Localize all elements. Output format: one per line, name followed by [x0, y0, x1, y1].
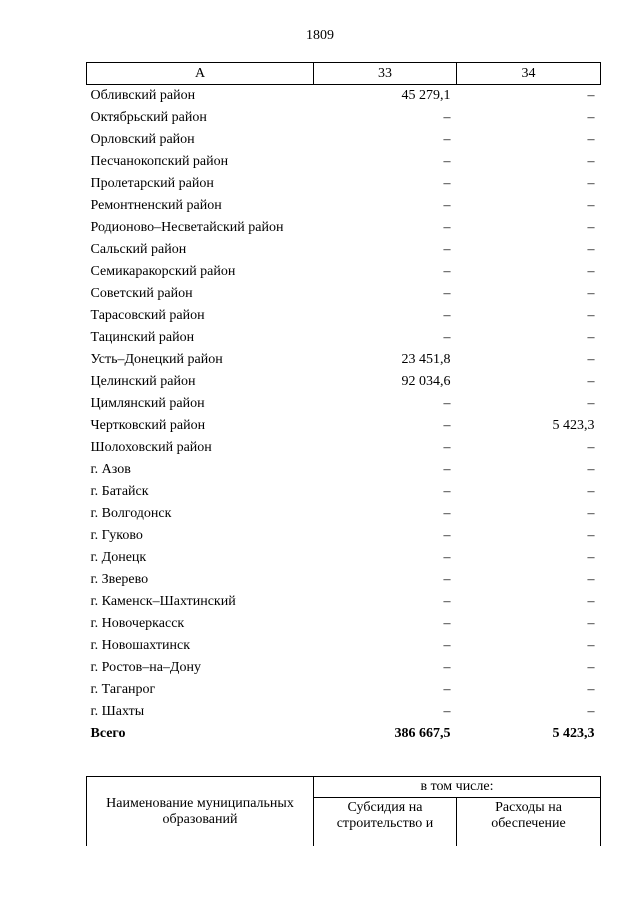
row-col33-cell: –	[443, 616, 451, 631]
row-name-cell: Ремонтненский район	[90, 198, 222, 213]
row-name-cell: Семикаракорский район	[90, 264, 236, 279]
table-row	[87, 591, 601, 613]
table-row	[87, 371, 601, 393]
row-col34-cell: –	[587, 220, 595, 235]
table-row	[87, 393, 601, 415]
row-col33-cell: –	[443, 242, 451, 257]
table-row	[87, 569, 601, 591]
row-name-cell: Орловский район	[90, 132, 195, 147]
row-col34-cell: –	[587, 506, 595, 521]
row-col33-cell: –	[443, 572, 451, 587]
table-row	[87, 349, 601, 371]
row-col34-cell: –	[587, 660, 595, 675]
row-col34-cell: –	[587, 132, 595, 147]
total-row	[87, 723, 601, 745]
row-col33-cell: 23 451,8	[401, 352, 451, 367]
municipality-name-header: Наименование муниципальных образований	[87, 777, 314, 847]
row-col34-cell: –	[587, 594, 595, 609]
column-header-34: 34	[457, 63, 601, 85]
table-row	[87, 195, 601, 217]
row-col34-cell: –	[587, 110, 595, 125]
table-row	[87, 701, 601, 723]
row-name-cell: г. Зверево	[90, 572, 149, 587]
row-name-cell: Обливский район	[90, 88, 196, 103]
table-body	[87, 85, 601, 746]
row-name-cell: г. Каменск–Шахтинский	[90, 594, 236, 609]
table-row	[87, 107, 601, 129]
table-row	[87, 151, 601, 173]
row-name-cell: г. Шахты	[90, 704, 145, 719]
row-col33-cell: –	[443, 330, 451, 345]
row-col33-cell: 92 034,6	[401, 374, 451, 389]
row-col34-cell: –	[587, 528, 595, 543]
row-name-cell: Песчанокопский район	[90, 154, 229, 169]
row-col34-cell: –	[587, 396, 595, 411]
row-col34-cell: –	[587, 462, 595, 477]
row-col33-cell: –	[443, 286, 451, 301]
total-col33: 386 667,5	[394, 726, 451, 741]
row-col34-cell: –	[587, 154, 595, 169]
row-col33-cell: –	[443, 418, 451, 433]
row-name-cell: г. Гуково	[90, 528, 143, 543]
row-col33-cell: –	[443, 528, 451, 543]
row-col33-cell: –	[443, 550, 451, 565]
row-col34-cell: –	[587, 352, 595, 367]
row-col34-cell: –	[587, 616, 595, 631]
row-col34-cell: –	[587, 286, 595, 301]
table-row	[87, 85, 601, 108]
row-name-cell: г. Волгодонск	[90, 506, 172, 521]
row-name-cell: Тарасовский район	[90, 308, 205, 323]
row-col33-cell: –	[443, 660, 451, 675]
total-col34: 5 423,3	[552, 726, 595, 741]
page-number: 1809	[306, 28, 334, 43]
row-name-cell: г. Новочеркасск	[90, 616, 185, 631]
table-row	[87, 217, 601, 239]
column-header-a: А	[87, 63, 314, 85]
expenses-header: Расходы на обеспечение	[457, 798, 601, 847]
including-header: в том числе:	[314, 777, 601, 798]
table-row	[87, 547, 601, 569]
table-row	[87, 305, 601, 327]
total-label: Всего	[90, 726, 126, 741]
table-row	[87, 635, 601, 657]
row-col33-cell: –	[443, 594, 451, 609]
table-row	[87, 459, 601, 481]
row-col33-cell: –	[443, 396, 451, 411]
row-col34-cell: –	[587, 704, 595, 719]
table-row	[87, 283, 601, 305]
row-col33-cell: –	[443, 484, 451, 499]
row-col33-cell: –	[443, 638, 451, 653]
table-row	[87, 239, 601, 261]
row-col34-cell: –	[587, 572, 595, 587]
row-name-cell: Родионово–Несветайский район	[90, 220, 284, 235]
row-name-cell: г. Таганрог	[90, 682, 156, 697]
row-col34-cell: –	[587, 484, 595, 499]
row-col34-cell: –	[587, 374, 595, 389]
table-row	[87, 415, 601, 437]
row-col33-cell: –	[443, 176, 451, 191]
table-row	[87, 437, 601, 459]
row-col34-cell: –	[587, 198, 595, 213]
row-name-cell: Цимлянский район	[90, 396, 205, 411]
table-header-row	[87, 63, 601, 85]
row-name-cell: Советский район	[90, 286, 193, 301]
row-col33-cell: –	[443, 440, 451, 455]
data-table	[86, 62, 601, 745]
row-col33-cell: 45 279,1	[401, 88, 451, 103]
row-col34-cell: –	[587, 550, 595, 565]
row-col33-cell: –	[443, 506, 451, 521]
row-col33-cell: –	[443, 264, 451, 279]
row-name-cell: Целинский район	[90, 374, 196, 389]
row-col34-cell: –	[587, 264, 595, 279]
row-name-cell: г. Новошахтинск	[90, 638, 191, 653]
row-col34-cell: –	[587, 330, 595, 345]
row-name-cell: Шолоховский район	[90, 440, 212, 455]
table-row	[87, 613, 601, 635]
row-col33-cell: –	[443, 220, 451, 235]
row-col33-cell: –	[443, 682, 451, 697]
row-col34-cell: –	[587, 176, 595, 191]
row-col34-cell: –	[587, 440, 595, 455]
row-name-cell: Чертковский район	[90, 418, 206, 433]
row-name-cell: Пролетарский район	[90, 176, 214, 191]
row-col34-cell: –	[587, 242, 595, 257]
row-name-cell: Сальский район	[90, 242, 187, 257]
table-row	[87, 481, 601, 503]
row-name-cell: Октябрьский район	[90, 110, 207, 125]
row-col33-cell: –	[443, 704, 451, 719]
row-name-cell: Тацинский район	[90, 330, 195, 345]
subsidy-header: Субсидия на строительство и	[314, 798, 457, 847]
row-col33-cell: –	[443, 462, 451, 477]
table-row	[87, 261, 601, 283]
row-col34-cell: –	[587, 308, 595, 323]
row-name-cell: Усть–Донецкий район	[90, 352, 223, 367]
row-col33-cell: –	[443, 110, 451, 125]
row-name-cell: г. Азов	[90, 462, 131, 477]
column-header-33: 33	[314, 63, 457, 85]
table-row	[87, 657, 601, 679]
table-row	[87, 525, 601, 547]
row-col33-cell: –	[443, 198, 451, 213]
row-name-cell: г. Донецк	[90, 550, 147, 565]
table-row	[87, 503, 601, 525]
row-col34-cell: 5 423,3	[552, 418, 595, 433]
next-table-header	[86, 776, 601, 846]
table-row	[87, 679, 601, 701]
table-row	[87, 173, 601, 195]
row-col33-cell: –	[443, 154, 451, 169]
row-col34-cell: –	[587, 88, 595, 103]
table-row	[87, 327, 601, 349]
row-col34-cell: –	[587, 682, 595, 697]
row-name-cell: г. Ростов–на–Дону	[90, 660, 201, 675]
row-col33-cell: –	[443, 132, 451, 147]
row-name-cell: г. Батайск	[90, 484, 149, 499]
row-col33-cell: –	[443, 308, 451, 323]
table-row	[87, 129, 601, 151]
row-col34-cell: –	[587, 638, 595, 653]
